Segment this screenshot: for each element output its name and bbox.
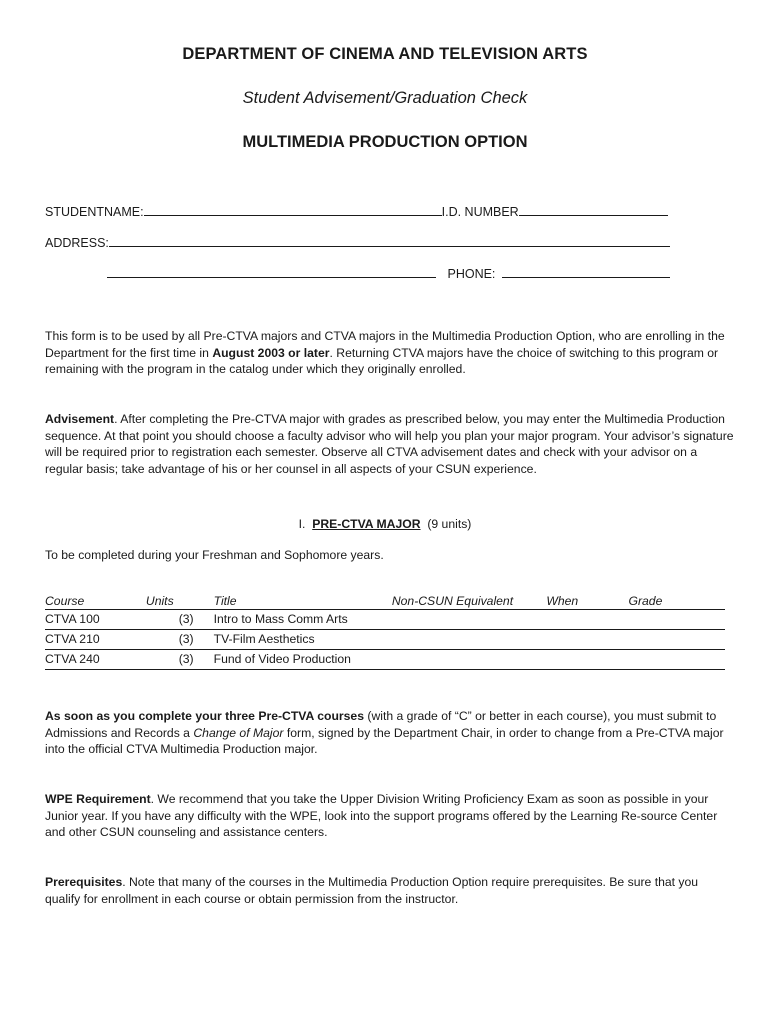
course-title: TV-Film Aesthetics xyxy=(214,630,392,650)
section-title: PRE-CTVA MAJOR xyxy=(312,517,421,531)
course-code: CTVA 240 xyxy=(45,650,104,670)
course-units: (3) xyxy=(104,650,214,670)
course-table xyxy=(45,592,725,670)
equivalent-cell[interactable] xyxy=(392,630,546,650)
course-code: CTVA 210 xyxy=(45,630,104,650)
student-name-row xyxy=(45,203,668,219)
header-units: Units xyxy=(145,594,174,608)
phone-label: PHONE: xyxy=(447,267,496,281)
wpe-heading: WPE Requirement xyxy=(45,792,151,806)
prerequisites-paragraph: Prerequisites. Note that many of the courses in the Multimedia Production Option require prerequisites. Be sure that you qualify for enrollment in each course or obtain permission from the instructor. xyxy=(45,875,699,906)
form-subtitle: Student Advisement/Graduation Check xyxy=(242,89,528,107)
department-title: DEPARTMENT OF CINEMA AND TELEVISION ARTS xyxy=(182,45,588,63)
equivalent-cell[interactable] xyxy=(392,650,546,670)
grade-cell[interactable] xyxy=(628,650,725,670)
header-title: Title xyxy=(213,594,237,608)
equivalent-cell[interactable] xyxy=(392,610,546,630)
prerequisites-heading: Prerequisites xyxy=(45,875,123,889)
phone-field[interactable] xyxy=(502,265,670,278)
advisement-paragraph: Advisement. After completing the Pre-CTVA major with grades as prescribed below, you may enter the Multimedia Production sequence. At that point you should choose a faculty advisor who will help you plan your major program. Your advisor’s signature will be required prior to registration each semester. Observe all CTVA advisement dates and check with your advisor on a regular basis; take advantage of his or her counsel in all aspects of your CSUN experience. xyxy=(45,412,734,476)
change-major-paragraph: As soon as you complete your three Pre-CTVA courses (with a grade of “C” or better in each course), you must submit to Admissions and Records a Change of Major form, signed by the Department Chair, in order to change from a Pre-CTVA major into the official CTVA Multimedia Production major. xyxy=(45,709,724,756)
course-title: Intro to Mass Comm Arts xyxy=(214,610,392,630)
wpe-paragraph: WPE Requirement. We recommend that you take the Upper Division Writing Proficiency Exam as soon as possible in your Junior year. If you have any difficulty with the WPE, look into the support programs offered by the Learning Re-source Center and other CSUN counseling and assistance centers. xyxy=(45,792,718,839)
header-non-csun-equivalent: Non-CSUN Equivalent xyxy=(391,594,514,608)
address-field-line-2[interactable] xyxy=(107,265,436,278)
header-grade: Grade xyxy=(628,594,663,608)
when-cell[interactable] xyxy=(546,610,628,630)
header-course: Course xyxy=(45,594,85,608)
table-row xyxy=(45,650,725,670)
grade-cell[interactable] xyxy=(628,610,725,630)
course-code: CTVA 100 xyxy=(45,610,104,630)
course-units: (3) xyxy=(104,610,214,630)
section-heading xyxy=(0,517,770,531)
address-phone-row xyxy=(107,265,670,281)
table-row xyxy=(45,630,725,650)
change-major-emphasis: As soon as you complete your three Pre-CTVA courses xyxy=(45,709,364,723)
course-units: (3) xyxy=(104,630,214,650)
grade-cell[interactable] xyxy=(628,630,725,650)
course-title: Fund of Video Production xyxy=(214,650,392,670)
table-row xyxy=(45,610,725,630)
intro-date-emphasis: August 2003 or later xyxy=(212,345,330,360)
header-when: When xyxy=(546,594,579,608)
when-cell[interactable] xyxy=(546,650,628,670)
when-cell[interactable] xyxy=(546,630,628,650)
address-field-line-1[interactable] xyxy=(109,234,670,247)
option-title: MULTIMEDIA PRODUCTION OPTION xyxy=(242,133,528,151)
advisement-heading: Advisement xyxy=(45,412,115,426)
intro-paragraph: This form is to be used by all Pre-CTVA majors and CTVA majors in the Multimedia Production Option, who are enrolling in the Department for the first time in August 2003 or later. Returning CTVA majors have the choice of switching to this program or remaining with the program in the catalog under which they originally enrolled. xyxy=(45,329,725,376)
section-number: I. xyxy=(298,517,306,531)
id-number-field[interactable] xyxy=(519,203,668,216)
student-name-label: STUDENTNAME: xyxy=(45,205,144,219)
change-major-form-name: Change of Major xyxy=(193,725,284,740)
address-label: ADDRESS: xyxy=(45,236,109,250)
section-units: (9 units) xyxy=(427,517,472,531)
table-header-row xyxy=(45,592,725,610)
id-number-label: I.D. NUMBER xyxy=(441,205,519,219)
address-row xyxy=(45,234,670,250)
student-name-field[interactable] xyxy=(144,203,442,216)
section-note: To be completed during your Freshman and Sophomore years. xyxy=(45,548,384,562)
